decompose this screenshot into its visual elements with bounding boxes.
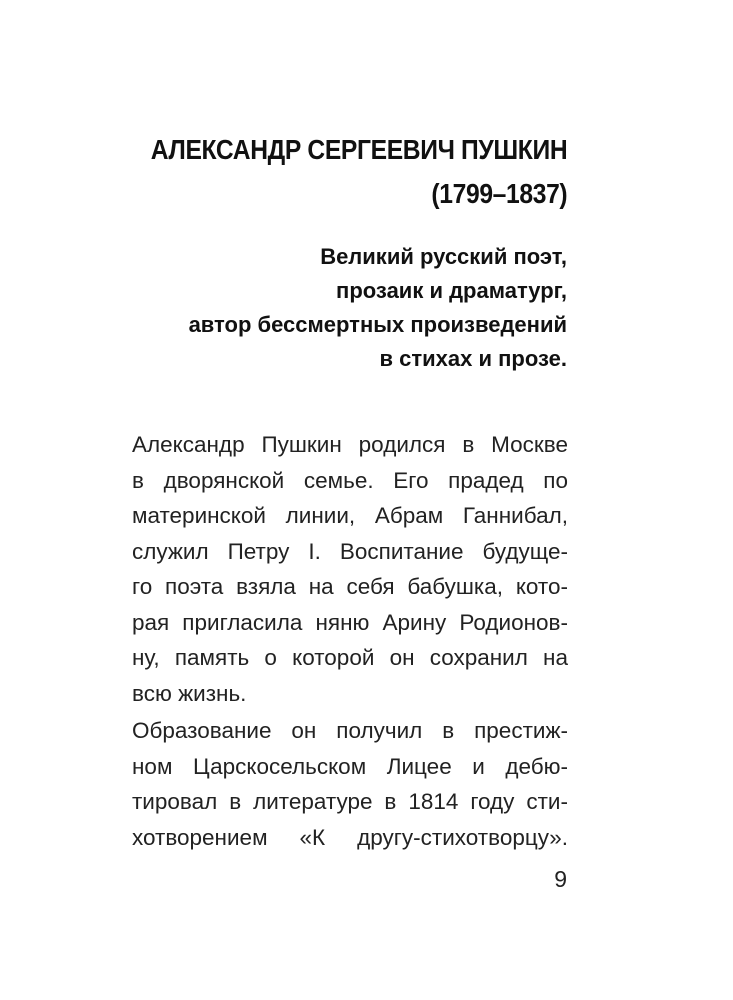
paragraph-line: Образование он получил в престиж- <box>132 718 568 743</box>
paragraph-line: го поэта взяла на себя бабушка, кото- <box>132 574 568 599</box>
author-description <box>189 240 567 376</box>
author-name: АЛЕКСАНДР СЕРГЕЕВИЧ ПУШКИН <box>150 134 567 165</box>
paragraph-line: ну, память о которой он сохранил на <box>132 645 568 670</box>
paragraph-line: в дворянской семье. Его прадед по <box>132 467 568 493</box>
paragraph-line: тировал в литературе в 1814 году сти- <box>132 789 568 814</box>
paragraph-line: материнской линии, Абрам Ганнибал, <box>132 503 568 528</box>
paragraph-line: хотворением «К другу-стихотворцу». <box>132 824 568 850</box>
paragraph-line: ном Царскосельском Лицее и дебю- <box>132 753 568 779</box>
paragraph-biography-education <box>132 713 568 855</box>
author-years: (1799–1837) <box>431 178 567 209</box>
description-line: Великий русский поэт, <box>320 244 567 269</box>
description-line: прозаик и драматург, <box>336 278 567 303</box>
description-line: автор бессмертных произведений <box>188 312 567 337</box>
page-number: 9 <box>554 866 567 892</box>
paragraph-line: Александр Пушкин родился в Москве <box>132 432 568 457</box>
paragraph-biography-early <box>132 427 568 711</box>
chapter-heading <box>94 128 567 216</box>
description-line: в стихах и прозе. <box>379 346 567 371</box>
paragraph-line: служил Петру I. Воспитание будуще- <box>132 538 568 564</box>
paragraph-line: рая пригласила няню Арину Родионов- <box>132 609 568 635</box>
paragraph-line: всю жизнь. <box>132 680 247 706</box>
